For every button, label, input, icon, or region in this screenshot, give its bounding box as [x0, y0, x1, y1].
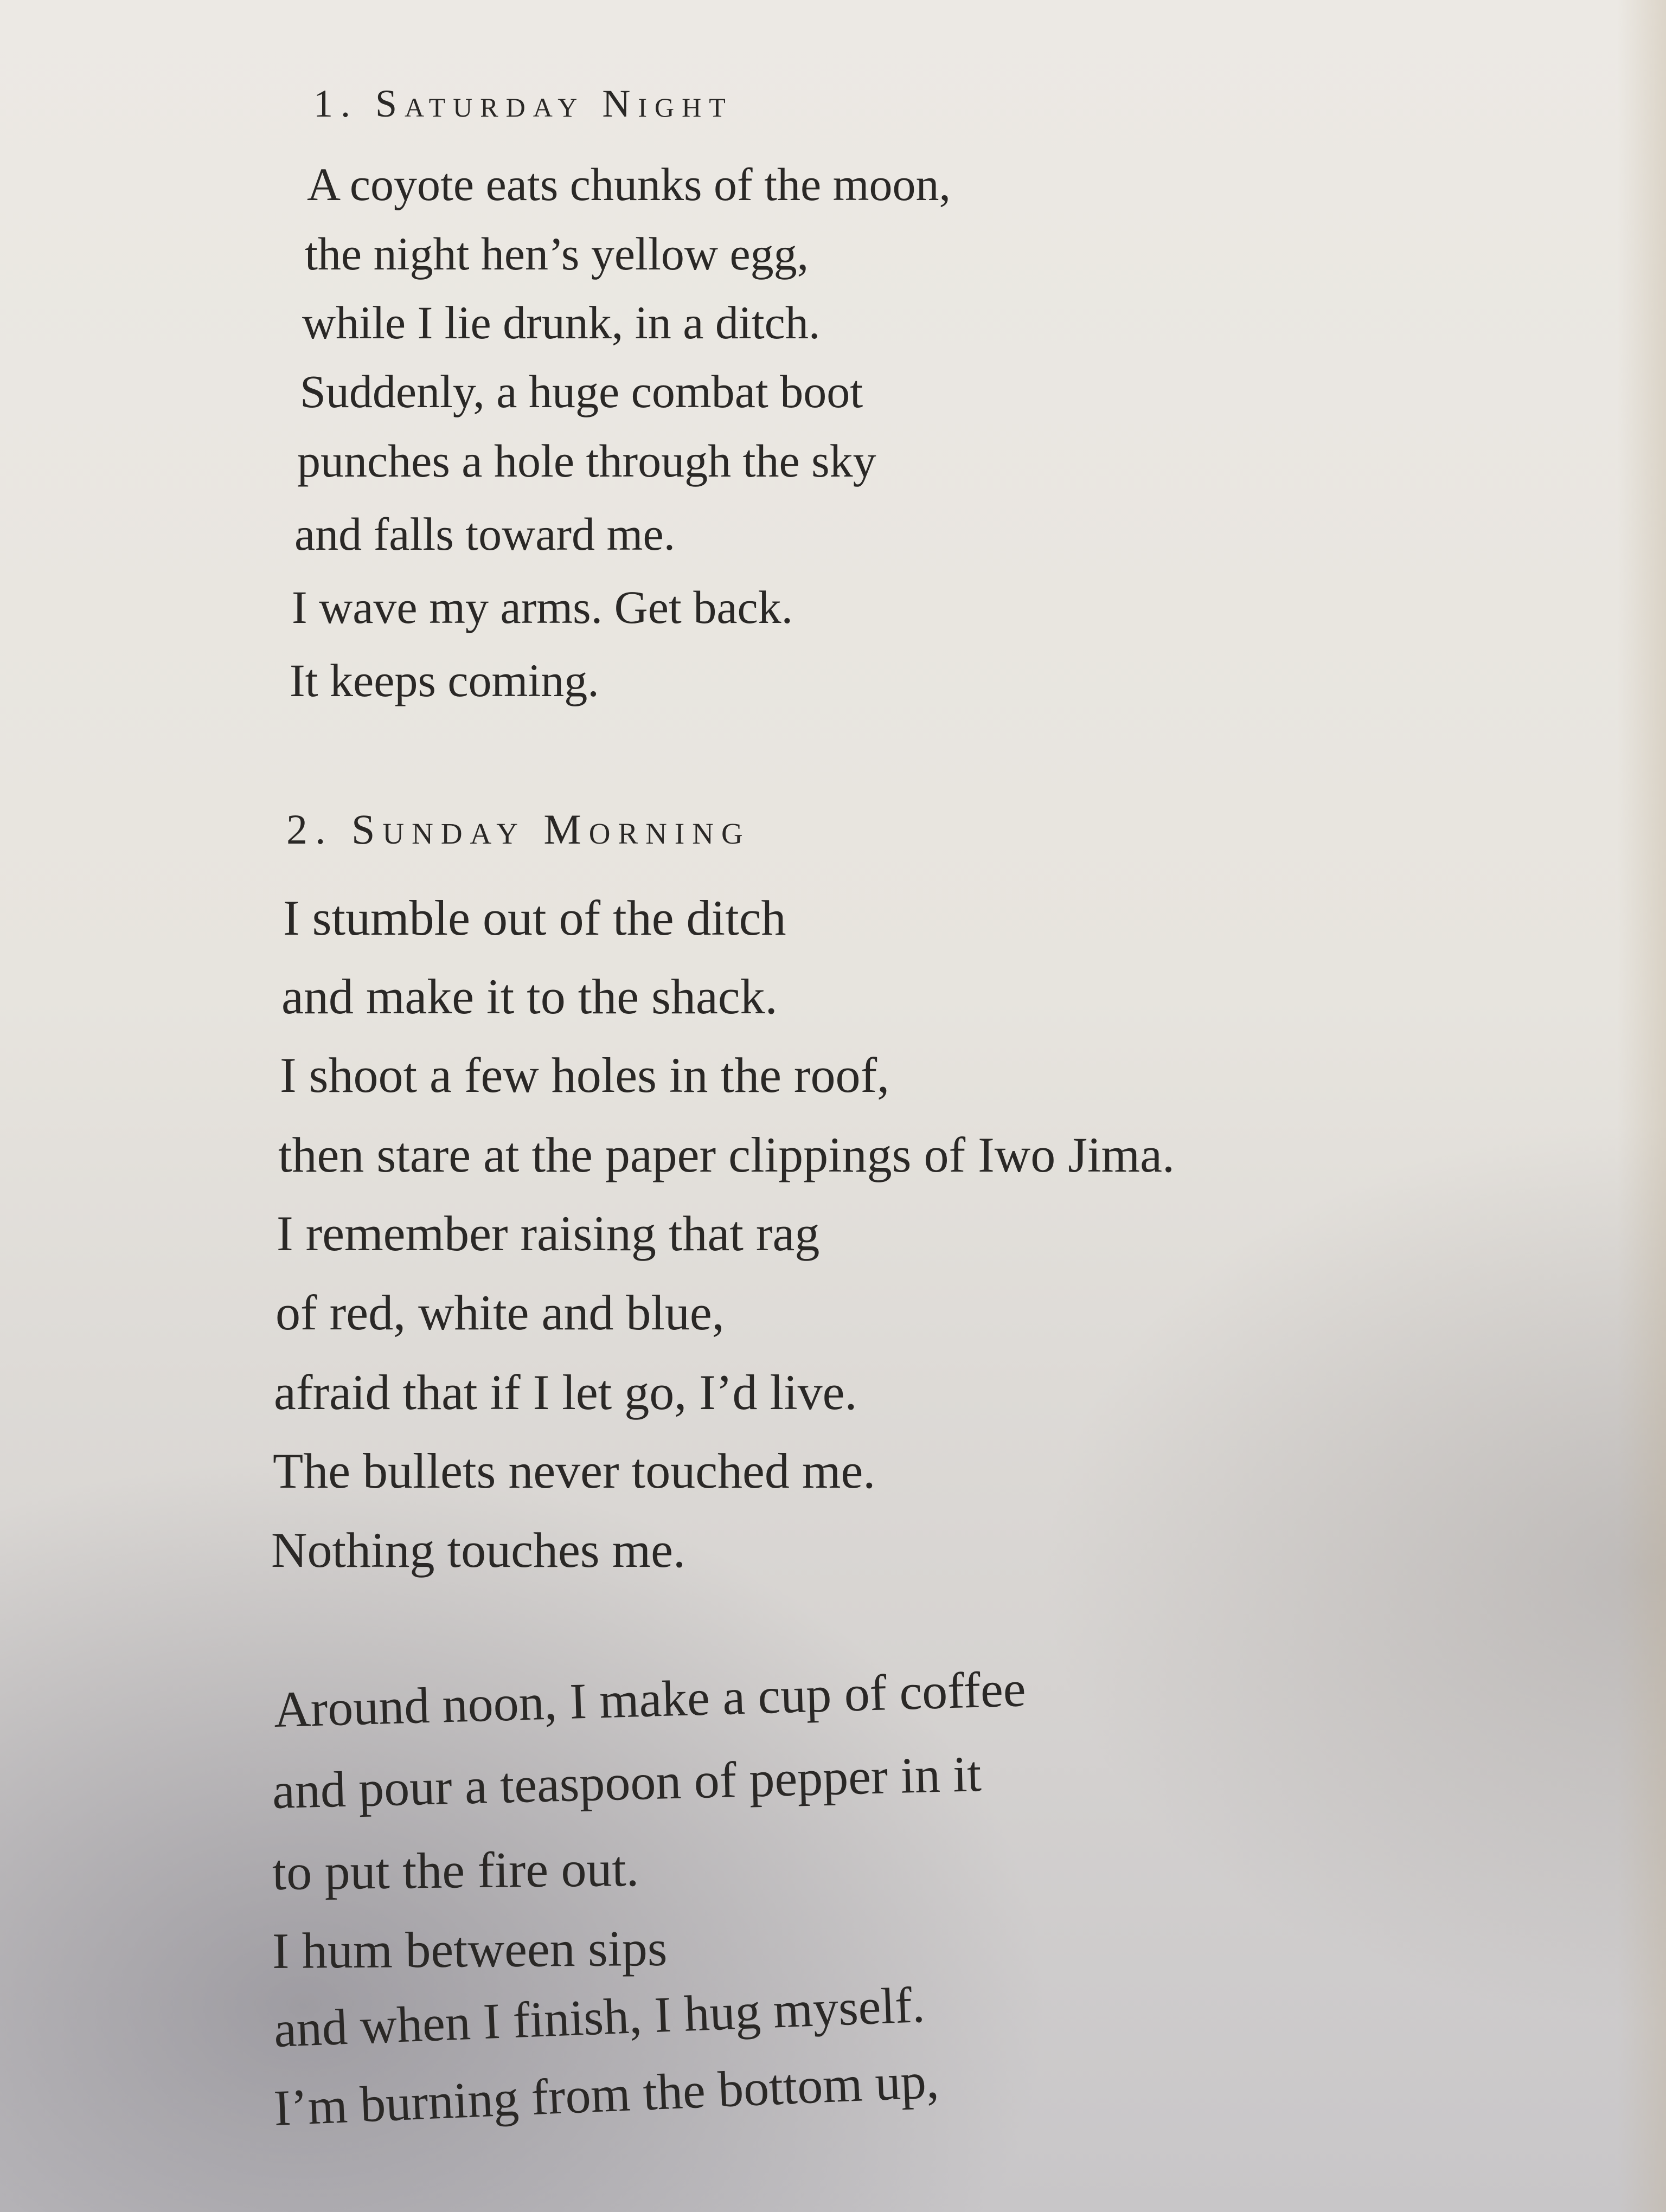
poem-line: Around noon, I make a cup of coffee	[273, 1661, 1027, 1738]
poem-line: It keeps coming.	[290, 654, 599, 706]
poem-line: the night hen’s yellow egg,	[305, 228, 809, 280]
section-heading: 2. Sunday Morning	[286, 806, 751, 853]
poem-line: and pour a teaspoon of pepper in it	[271, 1746, 982, 1819]
poem-line: I’m burning from the bottom up,	[272, 2052, 940, 2137]
poem-line: I stumble out of the ditch	[283, 890, 786, 946]
poem-line: Suddenly, a huge combat boot	[300, 365, 863, 417]
poem-line: A coyote eats chunks of the moon,	[307, 158, 951, 210]
poem-line: Nothing touches me.	[271, 1522, 685, 1578]
poem-line: I remember raising that rag	[277, 1206, 820, 1261]
poem-line: afraid that if I let go, I’d live.	[274, 1365, 857, 1420]
poem-line: I hum between sips	[272, 1920, 668, 1979]
poem-line: punches a hole through the sky	[297, 435, 876, 487]
poem-line: and when I finish, I hug myself.	[273, 1976, 926, 2058]
poem-line: while I lie drunk, in a ditch.	[302, 297, 821, 349]
poem-line: I shoot a few holes in the roof,	[280, 1047, 890, 1103]
poem-line: The bullets never touched me.	[273, 1443, 876, 1499]
poem-line: to put the fire out.	[272, 1840, 639, 1901]
poem-line: I wave my arms. Get back.	[292, 581, 793, 633]
poem-line: then stare at the paper clippings of Iwo Jima.	[278, 1127, 1175, 1182]
section-heading: 1. Saturday Night	[313, 82, 733, 125]
poem-line: of red, white and blue,	[275, 1285, 725, 1340]
poem-line: and falls toward me.	[294, 508, 676, 560]
poem-line: and make it to the shack.	[281, 969, 778, 1024]
